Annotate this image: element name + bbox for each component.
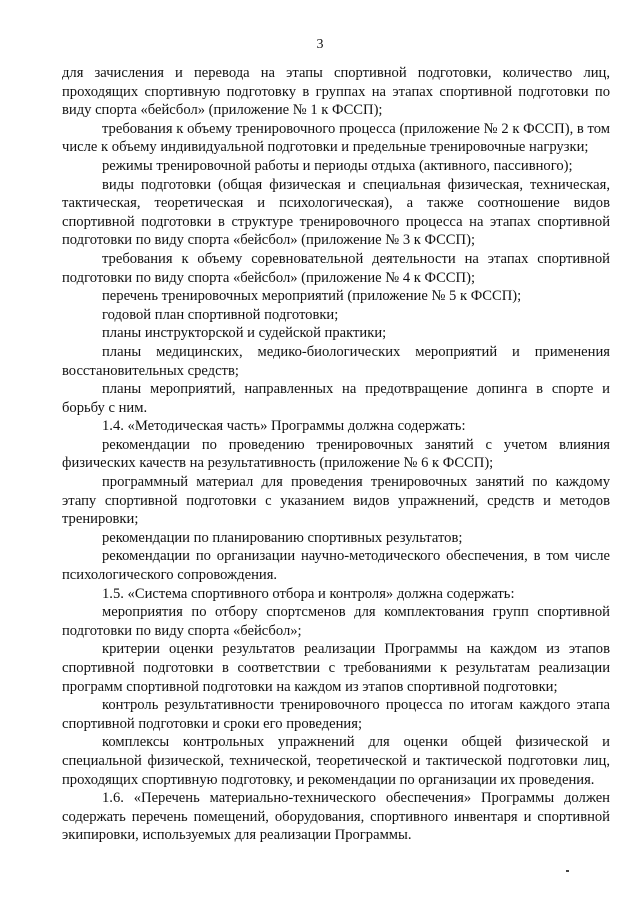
paragraph-7: годовой план спортивной подготовки;	[102, 306, 339, 323]
paragraph-5: требования к объему соревновательной деятельности на этапах спортивной подготовки по виду спорта «бейсбол» (приложение № 4 к ФССП);	[62, 250, 610, 286]
paragraph-13: программный материал для проведения тренировочных занятий по каждому этапу спортивной подготовки с указанием видов упражнений, средств и методов тренировки;	[62, 474, 610, 528]
scan-artifact	[566, 870, 569, 872]
paragraph-8: планы инструкторской и судейской практики;	[102, 325, 387, 342]
paragraph-19: контроль результативности тренировочного процесса по итогам каждого этапа спортивной подготовки и сроки его проведения;	[62, 697, 610, 732]
paragraph-14: рекомендации по планированию спортивных результатов;	[102, 529, 463, 546]
page-number: 3	[316, 37, 324, 52]
section-heading-1-4: 1.4. «Методическая часть» Программы должна содержать:	[102, 418, 466, 435]
paragraph-4: виды подготовки (общая физическая и специальная физическая, техническая, тактическая, теоретическая и психологическая), а также соотношение видов спортивной подготовки в структуре тренировочного процесса на этапах спортивной подготовки по виду спорта «бейсбол» (приложение № 3 к ФССП);	[62, 176, 610, 249]
paragraph-17: мероприятия по отбору спортсменов для комплектования групп спортивной подготовки по виду спорта «бейсбол»;	[62, 604, 610, 639]
paragraph-18: критерии оценки результатов реализации Программы на каждом из этапов спортивной подготовки в соответствии с требованиями к результатам реализации программ спортивной подготовки на каждом из этапов спортивной подготовки;	[62, 641, 610, 695]
section-heading-1-5: 1.5. «Система спортивного отбора и контроля» должна содержать:	[102, 585, 515, 602]
paragraph-3: режимы тренировочной работы и периоды отдыха (активного, пассивного);	[102, 157, 573, 174]
document-body	[62, 64, 610, 845]
paragraph-2: требования к объему тренировочного процесса (приложение № 2 к ФССП), в том числе к объему индивидуальной подготовки и предельные тренировочные нагрузки;	[62, 120, 610, 156]
paragraph-15: рекомендации по организации научно-методического обеспечения, в том числе психологического сопровождения.	[62, 548, 610, 584]
paragraph-10: планы мероприятий, направленных на предотвращение допинга в спорте и борьбу с ним.	[62, 381, 610, 416]
paragraph-12: рекомендации по проведению тренировочных занятий с учетом влияния физических качеств на результативность (приложение № 6 к ФССП);	[62, 436, 610, 472]
section-heading-1-6: 1.6. «Перечень материально-технического обеспечения» Программы должен содержать перечень помещений, оборудования, спортивного инвентаря и спортивной экипировки, используемых для реализации Программы.	[62, 790, 610, 844]
paragraph-9: планы медицинских, медико-биологических мероприятий и применения восстановительных средств;	[62, 343, 610, 379]
paragraph-6: перечень тренировочных мероприятий (приложение № 5 к ФССП);	[102, 288, 522, 305]
paragraph-20: комплексы контрольных упражнений для оценки общей физической и специальной физической, технической, теоретической и тактической подготовки лиц, проходящих спортивную подготовку, и рекомендации по организации их проведения.	[62, 734, 610, 788]
paragraph-1: для зачисления и перевода на этапы спортивной подготовки, количество лиц, проходящих спортивную подготовку в группах на этапах спортивной подготовки по виду спорта «бейсбол» (приложение № 1 к ФССП);	[62, 65, 610, 119]
